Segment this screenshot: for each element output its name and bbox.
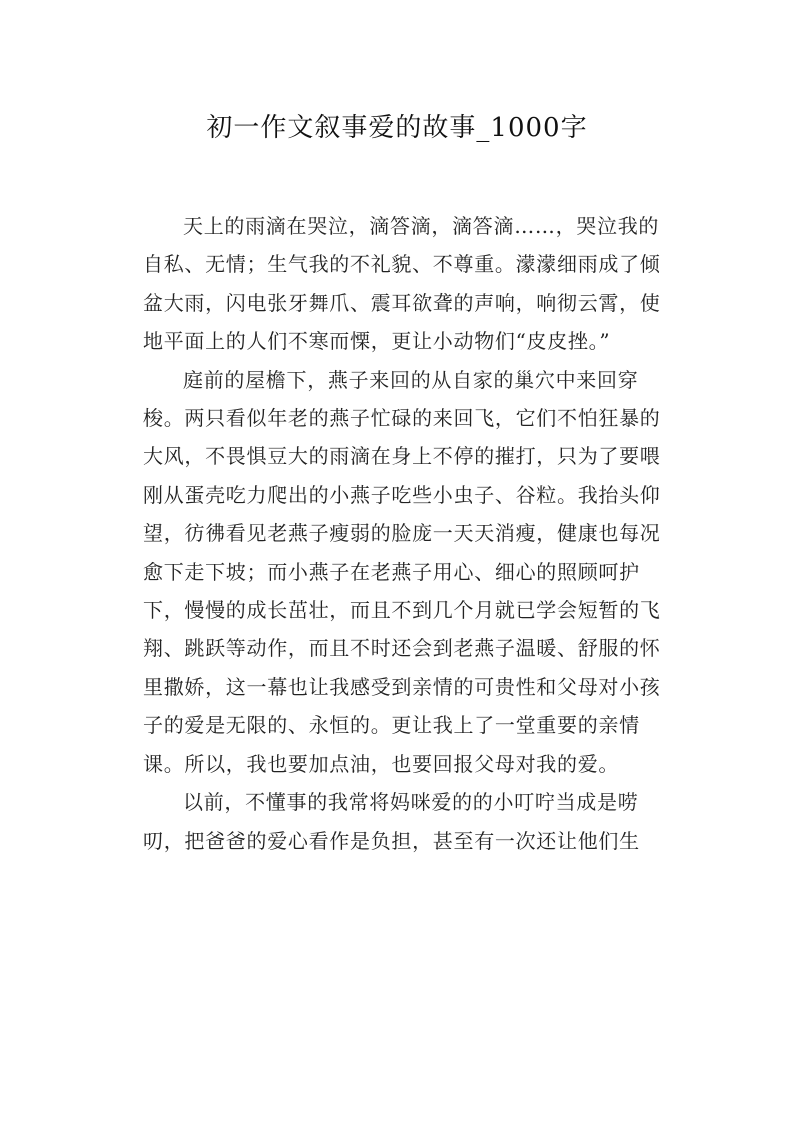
paragraph-2: 庭前的屋檐下，燕子来回的从自家的巢穴中来回穿梭。两只看似年老的燕子忙碌的来回飞，它们不怕狂暴的大风，不畏惧豆大的雨滴在身上不停的摧打，只为了要喂刚从蛋壳吃力爬出的小燕子吃些小虫子、谷粒。我抬头仰望，彷彿看见老燕子瘦弱的脸庞一天天消瘦，健康也每况愈下走下坡；而小燕子在老燕子用心、细心的照顾呵护下，慢慢的成长茁壮，而且不到几个月就已学会短暂的飞翔、跳跃等动作，而且不时还会到老燕子温暖、舒服的怀里撒娇，这一幕也让我感受到亲情的可贵性和父母对小孩子的爱是无限的、永恒的。更让我上了一堂重要的亲情课。所以，我也要加点油，也要回报父母对我的爱。 [143, 367, 661, 776]
document-body [143, 207, 663, 860]
paragraph-3: 以前，不懂事的我常将妈咪爱的的小叮咛当成是唠叨，把爸爸的爱心看作是负担，甚至有一次还让他们生 [143, 790, 640, 853]
paragraph-1: 天上的雨滴在哭泣，滴答滴，滴答滴……，哭泣我的自私、无情；生气我的不礼貌、不尊重。濛濛细雨成了倾盆大雨，闪电张牙舞爪、震耳欲聋的声响，响彻云霄，使地平面上的人们不寒而慄，更让小动物们“皮皮挫。” [143, 214, 661, 354]
document-title: 初一作文叙事爱的故事_1000字 [206, 113, 588, 143]
